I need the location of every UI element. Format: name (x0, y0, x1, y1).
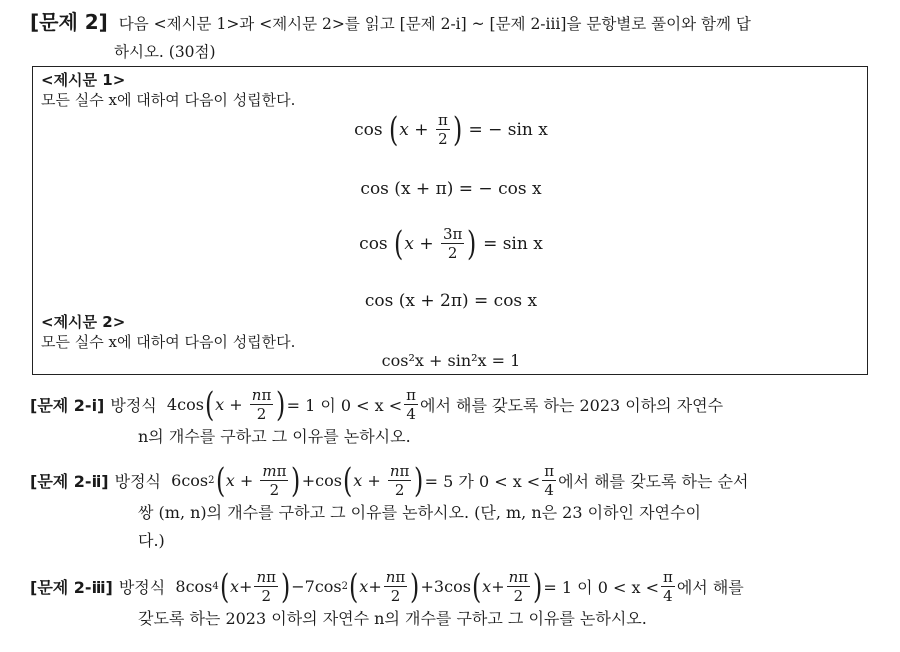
problem-2-iii-pre: 방정식 (118, 578, 166, 597)
problem-2-i-label: [문제 2-ⅰ] (30, 396, 105, 415)
header-instruction-line1: 다음 <제시문 1>과 <제시문 2>를 읽고 [문제 2-ⅰ] ~ [문제 2-ⅲ]을 문항별로 풀이와 함께 답 (118, 15, 751, 33)
problem-2-ii-tail: 에서 해를 갖도록 하는 순서 (558, 472, 749, 491)
problem-2-i: [문제 2-ⅰ] 방정식 4cos ( x + $\frac{n\pi}{2}$ ) = 1 이 0 < x < $\frac{\pi}{4}$ 에서 해를 갖도록 하는 2023 이하의 자연수 n의 개수를 구하고 그 이유를 논하시오. (30, 386, 880, 451)
passage2-equation: cos²x + sin²x = 1 (381, 351, 521, 370)
problem-2-ii-label: [문제 2-ⅱ] (30, 472, 109, 491)
header-instruction-line2: 하시오. (30점) (114, 43, 216, 61)
problem-2-iii-cont: 갖도록 하는 2023 이하의 자연수 n의 개수를 구하고 그 이유를 논하시오. (138, 609, 647, 628)
problem-2-ii: [문제 2-ⅱ] 방정식 6cos 2 ( x + $\frac{m\pi}{2}$ ) +cos ( x + $\frac{n\pi}{2}$ ) = 5 가 0 < x < $\frac{\pi}{4}$ 에서 해를 갖도록 하는 순서 쌍 (m, n)의 개수를 구하고 그 이유를 논하시오. (단, m, n은 23 이하인 자연수이 다.) (30, 462, 880, 555)
passage1-text: 모든 실수 x에 대하여 다음이 성립한다. (41, 91, 296, 109)
problem-2-ii-cont2: 다.) (138, 531, 165, 550)
passage2-title: <제시문 2> (41, 313, 126, 331)
passage1-title: <제시문 1> (41, 71, 126, 89)
problem-2-iii: [문제 2-ⅲ] 방정식 8cos 4 ( x + $\frac{n\pi}{2}$ ) −7cos 2 ( x + $\frac{n\pi}{2}$ ) +3cos ( x + $\frac{n\pi}{2}$ ) = 1 이 0 < x < $\frac{\pi}{4}$ 에서 해를 갖도록 하는 2023 이하의 자연수 n의 개수를 구하고 그 이유를 논하시오. (30, 568, 880, 633)
problem-2-iii-tail: 에서 해를 (676, 578, 744, 597)
problem-2-ii-cont1: 쌍 (m, n)의 개수를 구하고 그 이유를 논하시오. (단, m, n은 23 이하인 자연수이 (138, 503, 701, 522)
passage1-equation-2: cos (x + π) = − cos x (360, 179, 542, 199)
problem-2-i-condition: = 1 이 0 < x < (286, 396, 403, 415)
problem-2-ii-pre: 방정식 (114, 472, 161, 491)
problem-2-ii-condition: = 5 가 0 < x < (424, 472, 541, 491)
passage1-equation-1: cos ( x + $\frac{\pi}{2}$ ) = − sin x (354, 109, 548, 150)
problem-2-i-cont: n의 개수를 구하고 그 이유를 논하시오. (138, 427, 411, 446)
problem-2-iii-label: [문제 2-ⅲ] (30, 578, 113, 597)
eq3-rhs: = sin x (483, 233, 543, 254)
problem-number: [문제 2] (30, 10, 108, 34)
problem-2-i-tail: 에서 해를 갖도록 하는 2023 이하의 자연수 (420, 396, 724, 415)
passage2-text: 모든 실수 x에 대하여 다음이 성립한다. (41, 333, 296, 351)
passage1-equation-3: cos ( x + $\frac{3\pi}{2}$ ) = sin x (359, 223, 543, 264)
problem-2-iii-condition: = 1 이 0 < x < (543, 578, 659, 597)
passage-box (32, 66, 868, 375)
eq1-rhs: = − sin x (468, 119, 548, 140)
problem-2-i-pre: 방정식 (110, 396, 157, 415)
problem-header (30, 8, 880, 66)
passage1-equation-4: cos (x + 2π) = cos x (364, 291, 538, 311)
